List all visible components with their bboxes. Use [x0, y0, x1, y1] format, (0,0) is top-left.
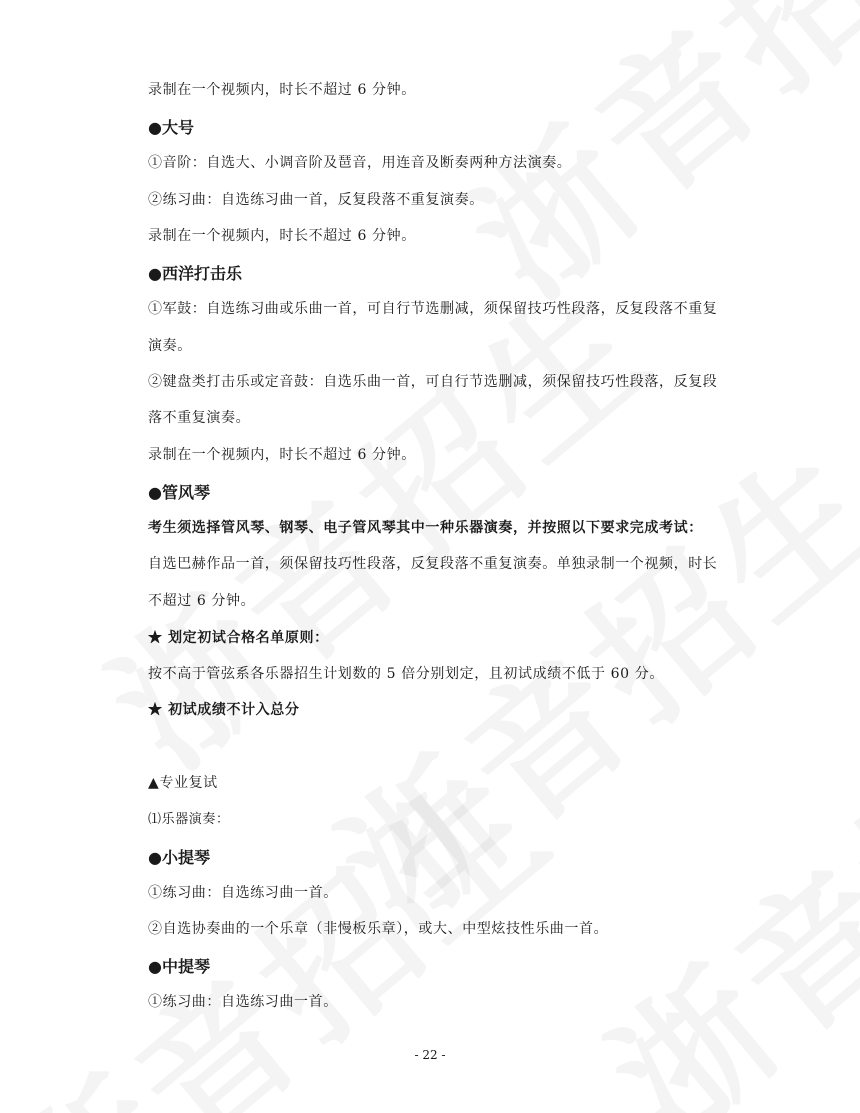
section-heading-organ: ●管风琴 [148, 483, 210, 502]
paragraph: 录制在一个视频内，时长不超过 6 分钟。 [148, 447, 416, 463]
paragraph: ⑴乐器演奏： [148, 812, 230, 827]
paragraph: ①音阶：自选大、小调音阶及琶音，用连音及断奏两种方法演奏。 [148, 155, 572, 171]
paragraph: ①练习曲：自选练习曲一首。 [148, 994, 338, 1010]
rule-heading: ★ 划定初试合格名单原则： [148, 630, 329, 646]
paragraph-bold: 考生须选择管风琴、钢琴、电子管风琴其中一种乐器演奏，并按照以下要求完成考试： [148, 520, 703, 536]
paragraph: 落不重复演奏。 [148, 410, 251, 426]
paragraph: 录制在一个视频内，时长不超过 6 分钟。 [148, 228, 416, 244]
section-heading-viola: ●中提琴 [148, 957, 210, 976]
paragraph: ①练习曲：自选练习曲一首。 [148, 885, 338, 901]
paragraph: ②自选协奏曲的一个乐章（非慢板乐章），或大、中型炫技性乐曲一首。 [148, 921, 609, 937]
rule-heading: ★ 初试成绩不计入总分 [148, 702, 300, 718]
section-heading-percussion: ●西洋打击乐 [148, 264, 242, 283]
section-heading-tuba: ●大号 [148, 118, 194, 137]
paragraph: 演奏。 [148, 338, 192, 354]
subsection-heading: ▲专业复试 [148, 775, 218, 791]
paragraph: 自选巴赫作品一首，须保留技巧性段落，反复段落不重复演奏。单独录制一个视频，时长 [148, 556, 718, 572]
paragraph: ②练习曲：自选练习曲一首，反复段落不重复演奏。 [148, 192, 484, 208]
paragraph: 不超过 6 分钟。 [148, 593, 256, 609]
paragraph: 录制在一个视频内，时长不超过 6 分钟。 [148, 82, 416, 98]
paragraph: 按不高于管弦系各乐器招生计划数的 5 倍分别划定，且初试成绩不低于 60 分。 [148, 666, 664, 682]
page-number: - 22 - [414, 1048, 446, 1062]
paragraph: ②键盘类打击乐或定音鼓：自选乐曲一首，可自行节选删减，须保留技巧性段落，反复段 [148, 374, 718, 390]
paragraph: ①军鼓：自选练习曲或乐曲一首，可自行节选删减，须保留技巧性段落，反复段落不重复 [148, 301, 718, 317]
section-heading-violin: ●小提琴 [148, 848, 210, 867]
